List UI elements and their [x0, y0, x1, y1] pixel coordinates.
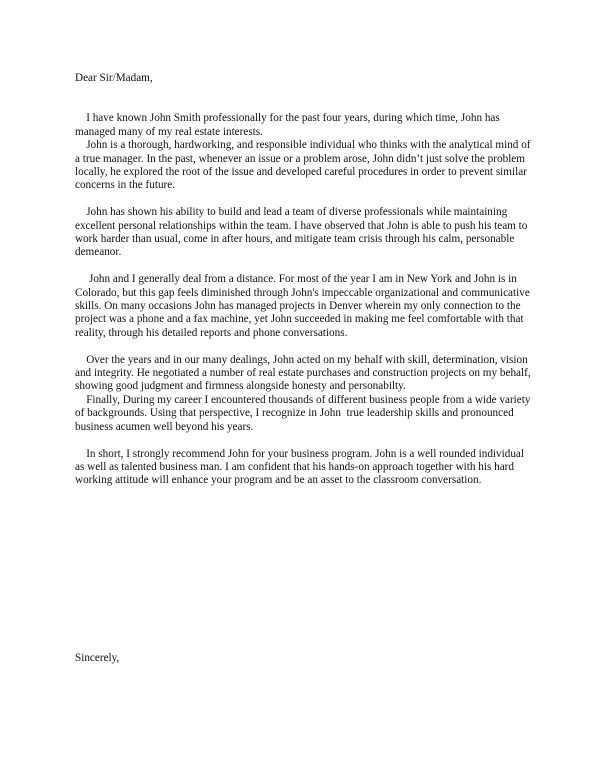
paragraph-gap [75, 193, 531, 206]
salutation: Dear Sir/Madam, [75, 72, 153, 84]
paragraph-career: Finally, During my career I encountered thousands of different business people from a wide variety of backgrounds. Using that perspective, I recognize in John true leadership skills and pronounced business acumen well beyond his years. [75, 393, 534, 433]
paragraph-distance: John and I generally deal from a distance. For most of the year I am in New York and John is in Colorado, but this gap feels diminished through John's impeccable organizational and communicative skills. On many occasions John has managed projects in Denver wherein my only connection to the project was a phone and a fax machine, yet John succeeded in making me feel comfortable with that reality, through his detailed reports and phone conversations. [75, 273, 533, 339]
paragraph-recommendation: In short, I strongly recommend John for your business program. John is a well rounded individual as well as talented business man. I am confident that his hands-on approach together with his hard working attitude will enhance your program and be an asset to the classroom conversation. [75, 447, 527, 487]
paragraph-dealings: Over the years and in our many dealings, John acted on my behalf with skill, determination, vision and integrity. He negotiated a number of real estate purchases and construction projects on my behalf, showing good judgment and firmness alongside honesty and personabilty. [75, 353, 534, 393]
letter-body [75, 72, 534, 488]
paragraph-intro: I have known John Smith professionally for the past four years, during which time, John has managed many of my real estate interests. [75, 112, 503, 138]
closing: Sincerely, [75, 652, 120, 664]
paragraph-gap [75, 260, 531, 273]
paragraph-gap [75, 340, 531, 353]
paragraph-gap [75, 434, 531, 447]
paragraph-manager: John is a thorough, hardworking, and responsible individual who thinks with the analytical mind of a true manager. In the past, whenever an issue or a problem arose, John didn’t just solve the problem locally, he explored the root of the issue and developed careful procedures in order to prevent similar concerns in the future. [75, 139, 534, 192]
paragraph-team: John has shown his ability to build and lead a team of diverse professionals while maintaining excellent personal relationships within the team. I have observed that John is able to push his team to work harder than usual, come in after hours, and mitigate team crisis through his calm, personable demeanor. [75, 206, 531, 259]
